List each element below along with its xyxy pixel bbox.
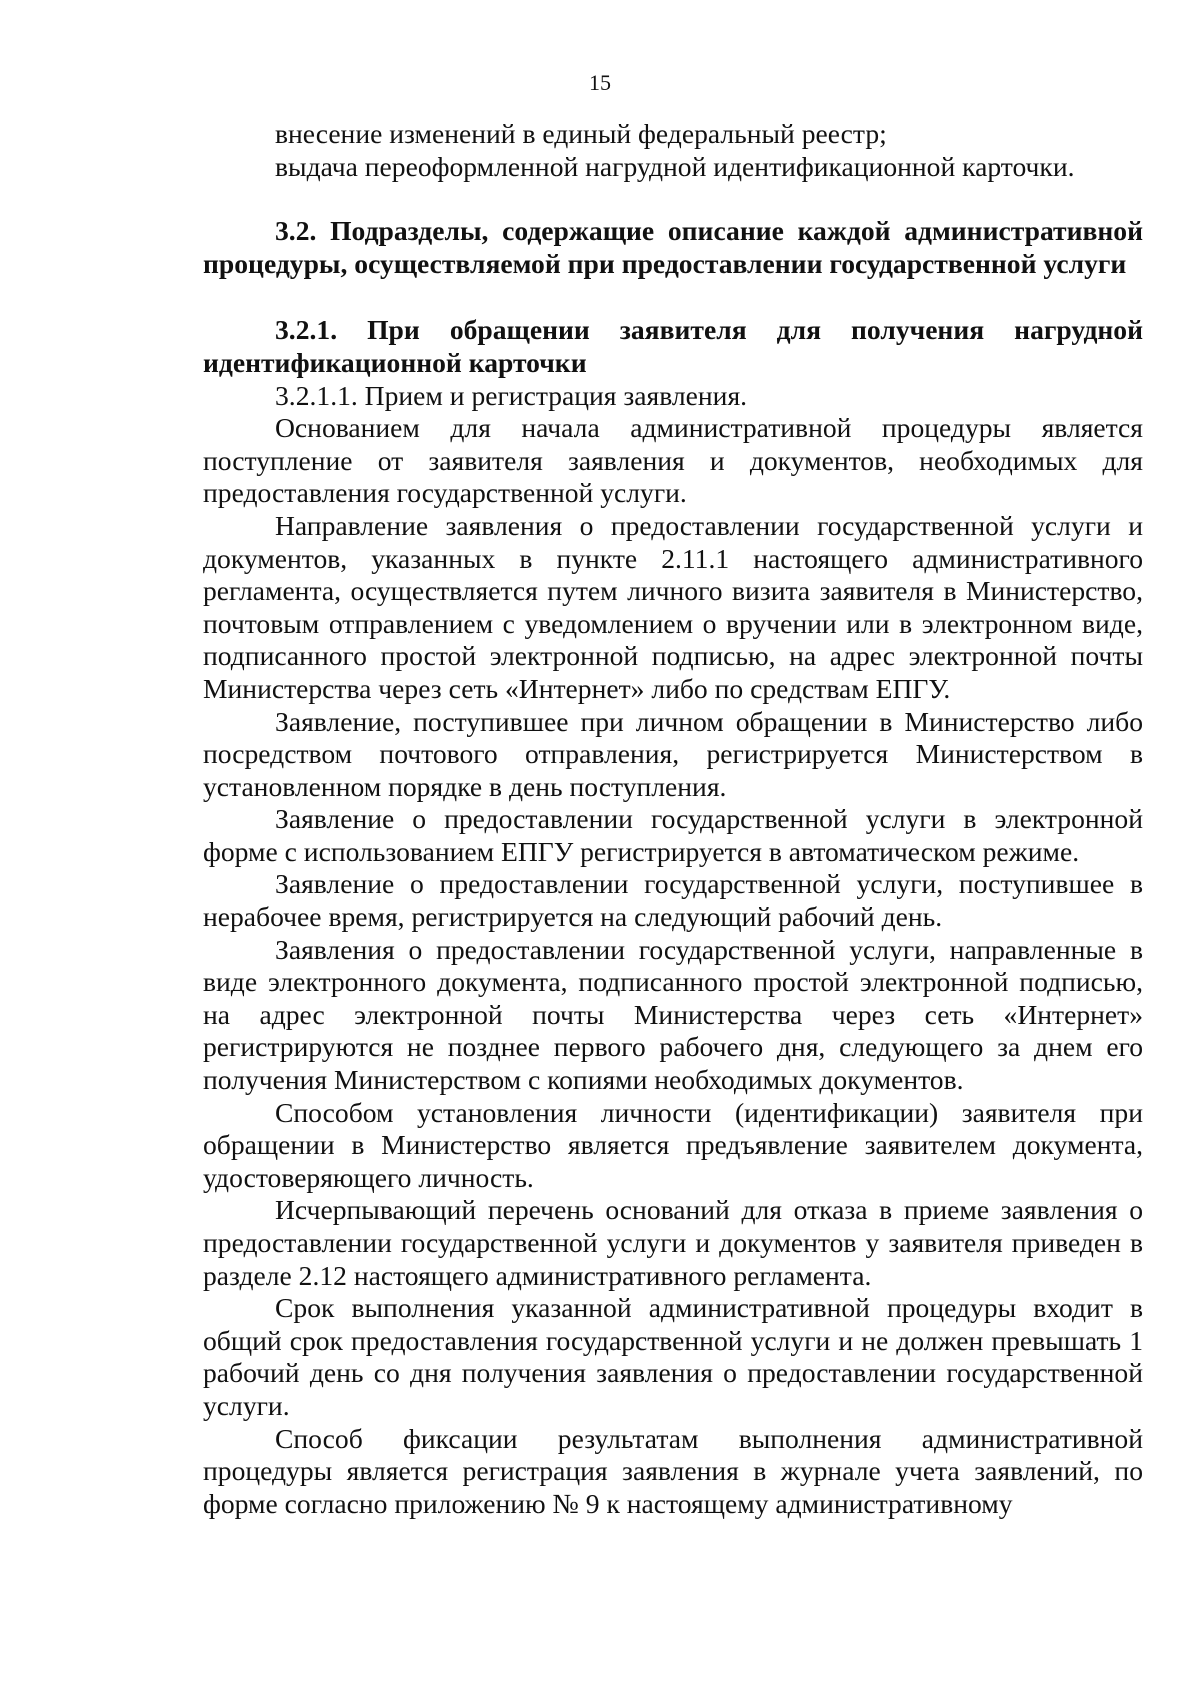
paragraph-epgu-registration: Заявление о предоставлении государственной услуги в электронной форме с использованием ЕПГУ регистрируется в автоматическом режиме. (203, 803, 1143, 867)
paragraph-identification: Способом установления личности (идентификации) заявителя при обращении в Министерство является предъявление заявителем документа, удостоверяющего личность. (203, 1096, 1143, 1193)
document-body (203, 118, 1143, 1520)
clause-3-2-1-1: 3.2.1.1. Прием и регистрация заявления. (275, 379, 748, 411)
section-heading-3-2: 3.2. Подразделы, содержащие описание каждой административной процедуры, осуществляемой при предоставлении государственной услуги (203, 215, 1143, 279)
paragraph-email-registration: Заявления о предоставлении государственной услуги, направленные в виде электронного документа, подписанного простой электронной подписью, на адрес электронной почты Министерства через сеть «Интернет» регистрируются не позднее первого рабочего дня, следующего за днем его получения Министерством с копиями необходимых документов. (203, 933, 1143, 1096)
page-number: 15 (589, 70, 611, 95)
paragraph-basis: Основанием для начала административной процедуры является поступление от заявителя заявления и документов, необходимых для предоставления государственной услуги. (203, 412, 1143, 509)
spacer (203, 280, 1143, 314)
paragraph-deadline: Срок выполнения указанной административной процедуры входит в общий срок предоставления государственной услуги и не должен превышать 1 рабочий день со дня получения заявления о предоставлении государственной услуги. (203, 1292, 1143, 1421)
paragraph-refusal-grounds: Исчерпывающий перечень оснований для отказа в приеме заявления о предоставлении государственной услуги и документов у заявителя приведен в разделе 2.12 настоящего административного регламента. (203, 1194, 1143, 1291)
paragraph-submission-methods: Направление заявления о предоставлении государственной услуги и документов, указанных в пункте 2.11.1 настоящего административного регламента, осуществляется путем личного визита заявителя в Министерство, почтовым отправлением с уведомлением о вручении или в электронном виде, подписанного простой электронной подписью, на адрес электронной почты Министерства через сеть «Интернет» либо по средствам ЕПГУ. (203, 509, 1143, 704)
spacer (203, 183, 1143, 215)
paragraph-recording-method: Способ фиксации результатам выполнения административной процедуры является регистрация заявления в журнале учета заявлений, по форме согласно приложению № 9 к настоящему административному (203, 1422, 1143, 1519)
subsection-heading-3-2-1: 3.2.1. При обращении заявителя для получения нагрудной идентификационной карточки (203, 314, 1143, 378)
list-item-card-issue: выдача переоформленной нагрудной идентификационной карточки. (275, 150, 1075, 182)
paragraph-in-person-registration: Заявление, поступившее при личном обращении в Министерство либо посредством почтового отправления, регистрируется Министерством в установленном порядке в день поступления. (203, 705, 1143, 802)
list-item-registry: внесение изменений в единый федеральный реестр; (275, 118, 887, 149)
paragraph-nonworking-time: Заявление о предоставлении государственной услуги, поступившее в нерабочее время, регистрируется на следующий рабочий день. (203, 868, 1143, 933)
